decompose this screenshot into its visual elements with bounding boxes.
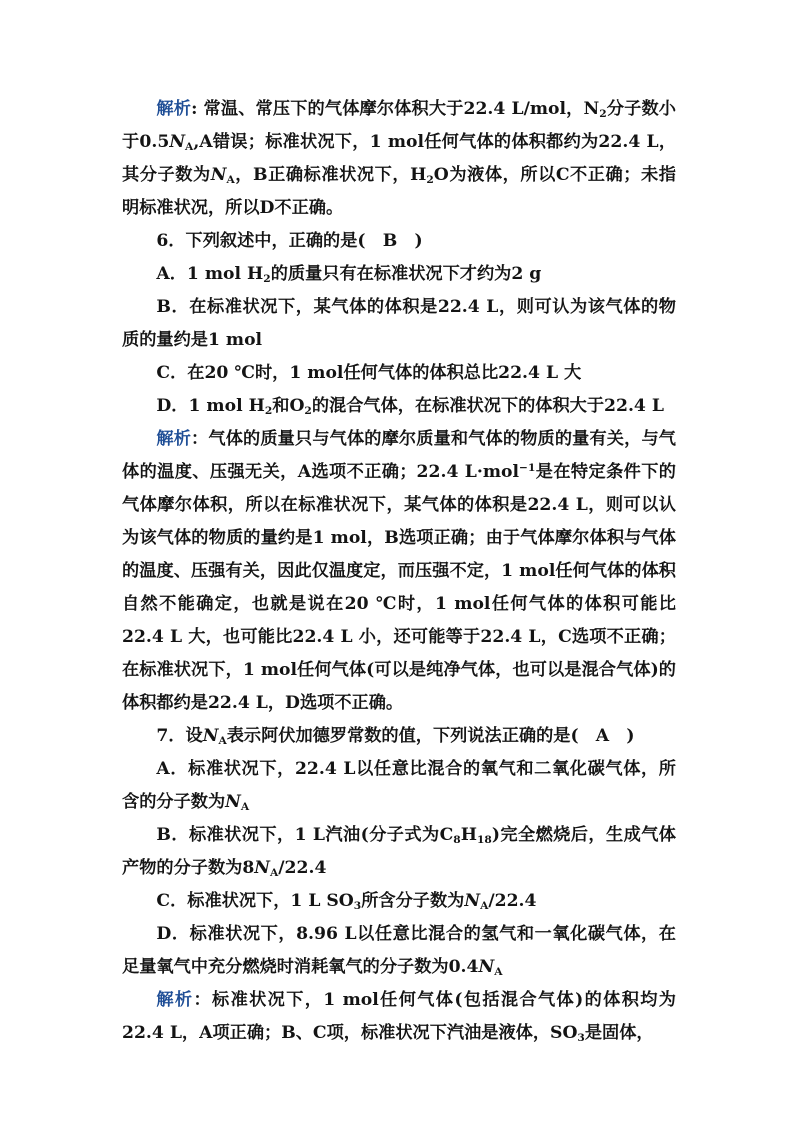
explanation-q6: 解析：气体的质量只与气体的摩尔质量和气体的物质的量有关，与气体的温度、压强无关，A选项不正确；22.4 L·mol$^{-1}$是在特定条件下的气体摩尔体积，所以在标准状况下，某气体的体积是22.4 L，则可以认为该气体的物质的量约是1 mol，B选项正确；由于气体摩尔体积与气体的温度、压强有关，因此仅温度定，而压强不定，1 mol任何气体的体积自然不能确定，也就是说在20 ℃时，1 mol任何气体的体积可能比22.4 L 大，也可能比22.4 L 小，还可能等于22.4 L，C选项不正确；在标准状况下，1 mol任何气体(可以是纯净气体，也可以是混合气体)的体积都约是22.4 L，D选项不正确。 [122, 429, 676, 713]
explanation-q5: 解析: 常温、常压下的气体摩尔体积大于22.4 L/mol，$N_2$分子数小于$0.5N_A,A$错误；标准状况下，1 mol任何气体的体积都约为22.4 L，其分子数为$N_A$，B正确标准状况下，$H_2O$为液体，所以C不正确；未指明标准状况，所以D不正确。 [122, 99, 677, 218]
analysis-heading: 解析 [156, 990, 194, 1010]
analysis-heading: 解析 [156, 99, 192, 119]
explanation-q7: 解析：标准状况下，1 mol任何气体(包括混合气体)的体积均为22.4 L，A项正确；B、C项，标准状况下汽油是液体，$SO_3$是固体， [122, 990, 676, 1044]
question-7-option-a: A．标准状况下，22.4 L以任意比混合的氧气和二氧化碳气体，所含的分子数为$N_A$ [122, 759, 676, 813]
question-7-option-b: B．标准状况下，1 L汽油(分子式为$C_8H_{18}$)完全燃烧后，生成气体产物的分子数为$8N_A/22.4$ [122, 825, 676, 879]
question-7-option-d: D．标准状况下，8.96 L以任意比混合的氢气和一氧化碳气体，在足量氧气中充分燃烧时消耗氧气的分子数为$0.4N_A$ [122, 924, 676, 978]
question-6-option-b: B．在标准状况下，某气体的体积是22.4 L，则可认为该气体的物质的量约是1 mol [122, 297, 676, 350]
question-6-option-c: C．在20 ℃时，1 mol任何气体的体积总比22.4 L 大 [156, 363, 582, 383]
question-6-option-a: A．1 mol $H_2$的质量只有在标准状况下才约为2 g [156, 264, 542, 285]
question-6-stem: 6．下列叙述中，正确的是( B ) [156, 231, 423, 251]
question-7-stem: 7．设$N_A$表示阿伏加德罗常数的值，下列说法正确的是( A ) [156, 726, 635, 747]
question-7-option-c: C．标准状况下，1 L $SO_3$所含分子数为$N_A/22.4$ [156, 891, 537, 912]
question-6-option-d: D．1 mol $H_2$和$O_2$的混合气体，在标准状况下的体积大于22.4 L [156, 396, 664, 417]
analysis-heading: 解析 [156, 429, 192, 449]
